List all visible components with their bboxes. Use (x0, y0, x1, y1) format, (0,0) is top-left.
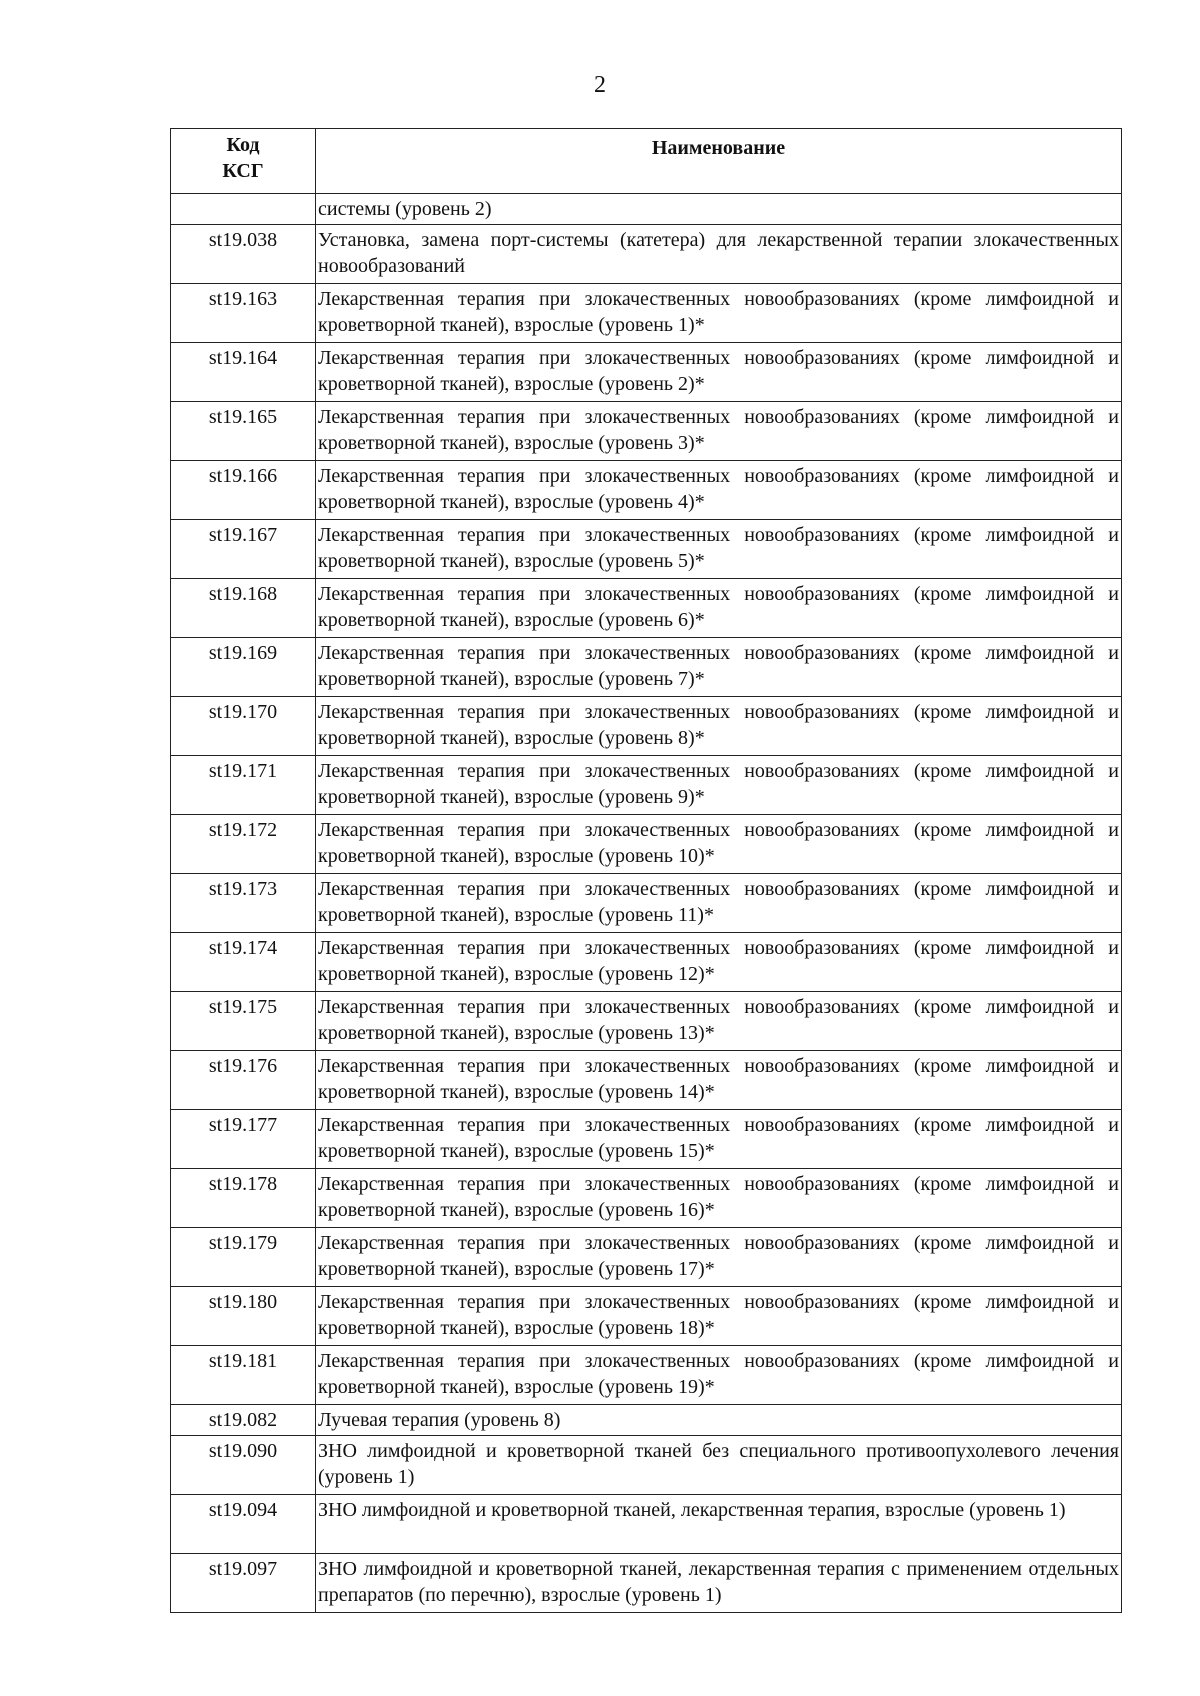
row-name: Лекарственная терапия при злокачественных новообразованиях (кроме лимфоидной и кроветворной тканей), взрослые (уровень 9)* (316, 756, 1122, 815)
row-code: st19.094 (171, 1495, 316, 1554)
row-name: Лучевая терапия (уровень 8) (316, 1405, 1122, 1436)
header-row (171, 129, 1122, 194)
row-name: Лекарственная терапия при злокачественных новообразованиях (кроме лимфоидной и кроветворной тканей), взрослые (уровень 8)* (316, 697, 1122, 756)
row-name: Лекарственная терапия при злокачественных новообразованиях (кроме лимфоидной и кроветворной тканей), взрослые (уровень 15)* (316, 1110, 1122, 1169)
table-row (171, 638, 1122, 697)
row-name: Лекарственная терапия при злокачественных новообразованиях (кроме лимфоидной и кроветворной тканей), взрослые (уровень 14)* (316, 1051, 1122, 1110)
row-code: st19.165 (171, 402, 316, 461)
row-code: st19.174 (171, 933, 316, 992)
table-row (171, 1051, 1122, 1110)
table-row (171, 756, 1122, 815)
row-name: Лекарственная терапия при злокачественных новообразованиях (кроме лимфоидной и кроветворной тканей), взрослые (уровень 12)* (316, 933, 1122, 992)
row-name: Лекарственная терапия при злокачественных новообразованиях (кроме лимфоидной и кроветворной тканей), взрослые (уровень 3)* (316, 402, 1122, 461)
table-row (171, 874, 1122, 933)
row-code: st19.181 (171, 1346, 316, 1405)
row-name: Лекарственная терапия при злокачественных новообразованиях (кроме лимфоидной и кроветворной тканей), взрослые (уровень 5)* (316, 520, 1122, 579)
row-code: st19.167 (171, 520, 316, 579)
row-code: st19.170 (171, 697, 316, 756)
row-name: Лекарственная терапия при злокачественных новообразованиях (кроме лимфоидной и кроветворной тканей), взрослые (уровень 7)* (316, 638, 1122, 697)
table-row (171, 815, 1122, 874)
row-name: системы (уровень 2) (316, 194, 1122, 225)
row-name: ЗНО лимфоидной и кроветворной тканей, лекарственная терапия с применением отдельных препаратов (по перечню), взрослые (уровень 1) (316, 1554, 1122, 1613)
row-name: ЗНО лимфоидной и кроветворной тканей без специального противоопухолевого лечения (уровень 1) (316, 1436, 1122, 1495)
row-name: Лекарственная терапия при злокачественных новообразованиях (кроме лимфоидной и кроветворной тканей), взрослые (уровень 4)* (316, 461, 1122, 520)
row-name: Лекарственная терапия при злокачественных новообразованиях (кроме лимфоидной и кроветворной тканей), взрослые (уровень 11)* (316, 874, 1122, 933)
table-row (171, 1554, 1122, 1613)
table-row (171, 579, 1122, 638)
row-code: st19.176 (171, 1051, 316, 1110)
row-code: st19.171 (171, 756, 316, 815)
table-row (171, 343, 1122, 402)
table-row (171, 1110, 1122, 1169)
table-row (171, 1436, 1122, 1495)
row-code: st19.173 (171, 874, 316, 933)
page-number: 2 (594, 72, 606, 98)
table-row (171, 992, 1122, 1051)
table-body (171, 194, 1122, 1613)
row-name: Лекарственная терапия при злокачественных новообразованиях (кроме лимфоидной и кроветворной тканей), взрослые (уровень 10)* (316, 815, 1122, 874)
header-code: Код КСГ (171, 129, 316, 194)
table-row (171, 225, 1122, 284)
table-row (171, 461, 1122, 520)
header-name: Наименование (316, 129, 1122, 194)
row-code: st19.090 (171, 1436, 316, 1495)
row-name: Лекарственная терапия при злокачественных новообразованиях (кроме лимфоидной и кроветворной тканей), взрослые (уровень 13)* (316, 992, 1122, 1051)
table-row (171, 1228, 1122, 1287)
row-name: Лекарственная терапия при злокачественных новообразованиях (кроме лимфоидной и кроветворной тканей), взрослые (уровень 16)* (316, 1169, 1122, 1228)
row-code: st19.164 (171, 343, 316, 402)
row-code: st19.163 (171, 284, 316, 343)
row-name: Лекарственная терапия при злокачественных новообразованиях (кроме лимфоидной и кроветворной тканей), взрослые (уровень 17)* (316, 1228, 1122, 1287)
table-row (171, 1287, 1122, 1346)
row-code: st19.169 (171, 638, 316, 697)
row-name: Лекарственная терапия при злокачественных новообразованиях (кроме лимфоидной и кроветворной тканей), взрослые (уровень 6)* (316, 579, 1122, 638)
row-code (171, 194, 316, 225)
table-row (171, 933, 1122, 992)
row-code: st19.166 (171, 461, 316, 520)
row-code: st19.168 (171, 579, 316, 638)
row-code: st19.178 (171, 1169, 316, 1228)
row-code: st19.172 (171, 815, 316, 874)
table-row (171, 1346, 1122, 1405)
row-name: ЗНО лимфоидной и кроветворной тканей, лекарственная терапия, взрослые (уровень 1) (316, 1495, 1122, 1554)
table-row (171, 697, 1122, 756)
row-name: Установка, замена порт-системы (катетера) для лекарственной терапии злокачественных новообразований (316, 225, 1122, 284)
table-row (171, 1495, 1122, 1554)
row-name: Лекарственная терапия при злокачественных новообразованиях (кроме лимфоидной и кроветворной тканей), взрослые (уровень 1)* (316, 284, 1122, 343)
table-row (171, 1169, 1122, 1228)
row-code: st19.082 (171, 1405, 316, 1436)
row-name: Лекарственная терапия при злокачественных новообразованиях (кроме лимфоидной и кроветворной тканей), взрослые (уровень 2)* (316, 343, 1122, 402)
row-code: st19.177 (171, 1110, 316, 1169)
table-row (171, 284, 1122, 343)
table-header (171, 129, 1122, 194)
table-row (171, 402, 1122, 461)
row-name: Лекарственная терапия при злокачественных новообразованиях (кроме лимфоидной и кроветворной тканей), взрослые (уровень 19)* (316, 1346, 1122, 1405)
table-row (171, 194, 1122, 225)
row-code: st19.180 (171, 1287, 316, 1346)
row-code: st19.175 (171, 992, 316, 1051)
row-name: Лекарственная терапия при злокачественных новообразованиях (кроме лимфоидной и кроветворной тканей), взрослые (уровень 18)* (316, 1287, 1122, 1346)
table-row (171, 520, 1122, 579)
row-code: st19.038 (171, 225, 316, 284)
row-code: st19.097 (171, 1554, 316, 1613)
table-row (171, 1405, 1122, 1436)
ksg-table (170, 128, 1122, 1613)
row-code: st19.179 (171, 1228, 316, 1287)
